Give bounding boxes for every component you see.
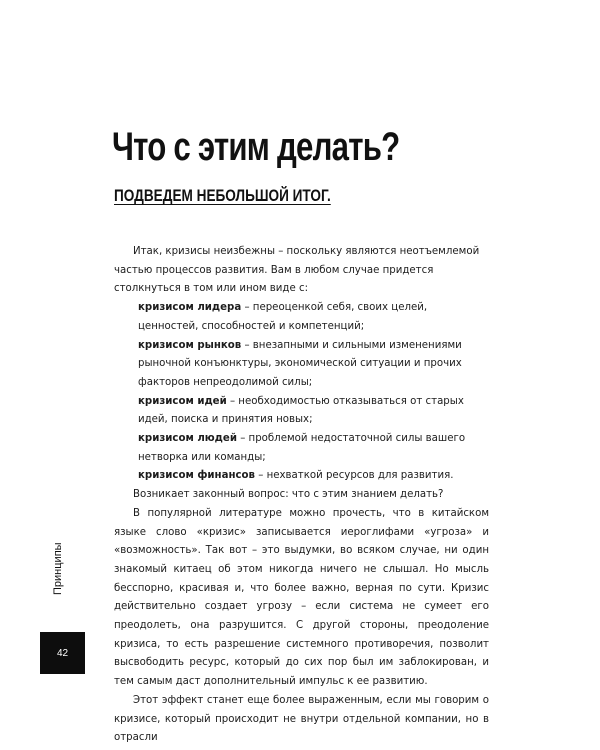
- list-item: [114, 467, 489, 486]
- body-paragraph: В популярной литературе можно прочесть, что в китайском языке слово «кризис» записывается иероглифами «угроза» и «возможность». Так вот – это выдумки, во всяком случае, ни один знакомый китаец об этом никогда ничего не слышал. Но мысль бесспорно, красивая и, что более важно, верная по сути. Кризис действительно создает угрозу – если система не сумеет его преодолеть, она разрушится. С другой стороны, преодоление кризиса, то есть разрешение системного противоречия, позволит высвободить ресурс, который до сих пор был им заблокирован, и тем самым даст дополнительный импульс к ее развитию.: [114, 507, 489, 688]
- intro-paragraph: Итак, кризисы неизбежны – поскольку являются неотъемлемой частью процессов развития. Вам в любом случае придется столкнуться в том или ином виде с:: [114, 246, 480, 295]
- list-item-description: – необходимостью отказываться от старых идей, поиска и принятия новых;: [138, 395, 464, 426]
- list-item-description: – переоценкой себя, своих целей, ценностей, способностей и компетенций;: [138, 302, 428, 332]
- list-item: [114, 393, 489, 430]
- list-item-term: кризисом идей: [138, 395, 227, 407]
- chapter-heading: Что с этим делать?: [112, 125, 400, 169]
- section-subheading: ПОДВЕДЕМ НЕБОЛЬШОЙ ИТОГ.: [114, 186, 331, 205]
- list-item-description: – нехваткой ресурсов для развития.: [255, 470, 454, 482]
- list-item: [114, 299, 489, 336]
- list-item-description: – проблемой недостаточной силы вашего нетворка или команды;: [138, 433, 466, 463]
- section-side-label: Принципы: [52, 542, 64, 595]
- list-item-description: – внезапными и сильными изменениями рыночной конъюнктуры, экономической ситуации и прочих факторов непреодолимой силы;: [138, 339, 462, 388]
- list-item: [114, 430, 489, 467]
- question-paragraph: Возникает законный вопрос: что с этим знанием делать?: [133, 489, 444, 501]
- list-item-term: кризисом людей: [138, 433, 237, 445]
- list-item-term: кризисом финансов: [138, 470, 255, 482]
- body-text: [114, 243, 489, 748]
- body-paragraph: Этот эффект станет еще более выраженным, если мы говорим о кризисе, который происходит не внутри отдельной компании, но в отрасли: [114, 694, 489, 744]
- page-number-box: [40, 632, 85, 674]
- list-item-term: кризисом рынков: [138, 339, 242, 351]
- page-number: 42: [56, 647, 69, 659]
- list-item-term: кризисом лидера: [138, 302, 242, 314]
- list-item: [114, 337, 489, 393]
